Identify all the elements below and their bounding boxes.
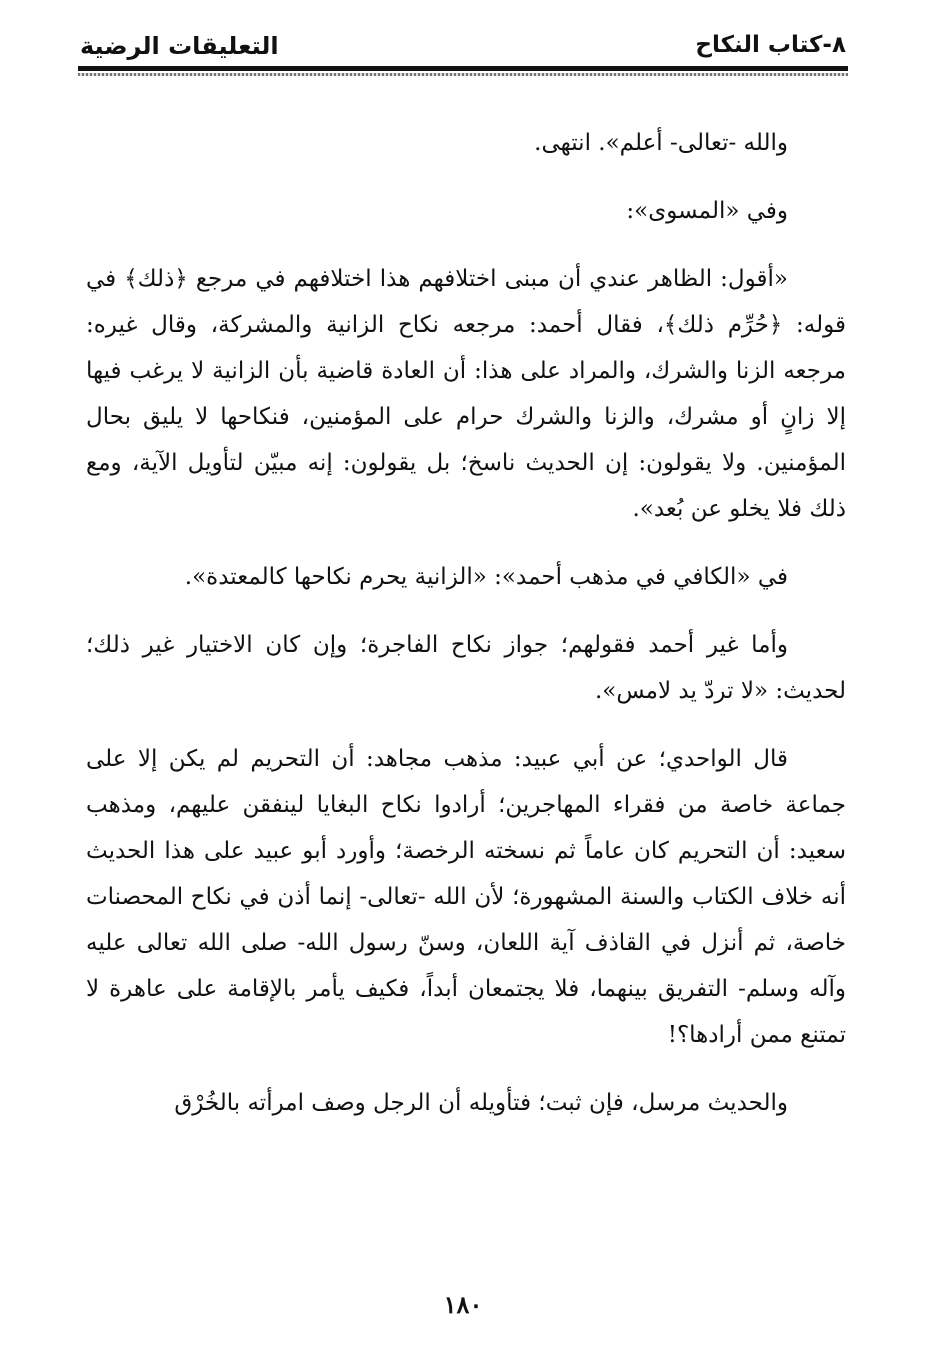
paragraph-6: قال الواحدي؛ عن أبي عبيد: مذهب مجاهد: أن التحريم لم يكن إلا على جماعة خاصة من فقراء المهاجرين؛ أرادوا نكاح البغايا لينفقن عليهم، ومذهب سعيد: أن التحريم كان عاماً ثم نسخته الرخصة؛ وأورد أبو عبيد على هذا الحديث أنه خلاف الكتاب والسنة المشهورة؛ لأن الله -تعالى- إنما أذن في نكاح المحصنات خاصة، ثم أنزل في القاذف آية اللعان، وسنّ رسول الله- صلى الله تعالى عليه وآله وسلم- التفريق بينهما، فلا يجتمعان أبداً، فكيف يأمر بالإقامة على عاهرة لا تمتنع ممن أرادها؟! xyxy=(86,746,846,1048)
paragraph-3: «أقول: الظاهر عندي أن مبنى اختلافهم هذا اختلافهم في مرجع ﴿ذلك﴾ في قوله: ﴿حُرِّم ذلك﴾، فقال أحمد: مرجعه نكاح الزانية والمشركة، وقال غيره: مرجعه الزنا والشرك، والمراد على هذا: أن العادة قاضية بأن الزانية لا يرغب فيها إلا زانٍ أو مشرك، والزنا والشرك حرام على المؤمنين، فنكاحها لا يليق بحال المؤمنين. ولا يقولون: إن الحديث ناسخ؛ بل يقولون: إنه مبيّن لتأويل الآية، ومع ذلك فلا يخلو عن بُعد». xyxy=(86,266,846,522)
page-number: ١٨٠ xyxy=(443,1290,483,1319)
header-divider-shadow xyxy=(78,73,848,76)
header-divider xyxy=(78,66,848,71)
paragraph-7: والحديث مرسل، فإن ثبت؛ فتأويله أن الرجل وصف امرأته بالخُرْق xyxy=(174,1090,788,1116)
chapter-title: ٨-كتاب النكاح xyxy=(695,32,846,58)
paragraph-5: وأما غير أحمد فقولهم؛ جواز نكاح الفاجرة؛ وإن كان الاختيار غير ذلك؛ لحديث: «لا تردّ يد لامس». xyxy=(86,632,846,704)
paragraph-2: وفي «المسوى»: xyxy=(626,198,788,224)
paragraph-4: في «الكافي في مذهب أحمد»: «الزانية يحرم نكاحها كالمعتدة». xyxy=(184,564,788,590)
page-body xyxy=(86,120,846,1126)
book-title: التعليقات الرضية xyxy=(80,32,279,60)
paragraph-1: والله -تعالى- أعلم». انتهى. xyxy=(534,130,788,156)
